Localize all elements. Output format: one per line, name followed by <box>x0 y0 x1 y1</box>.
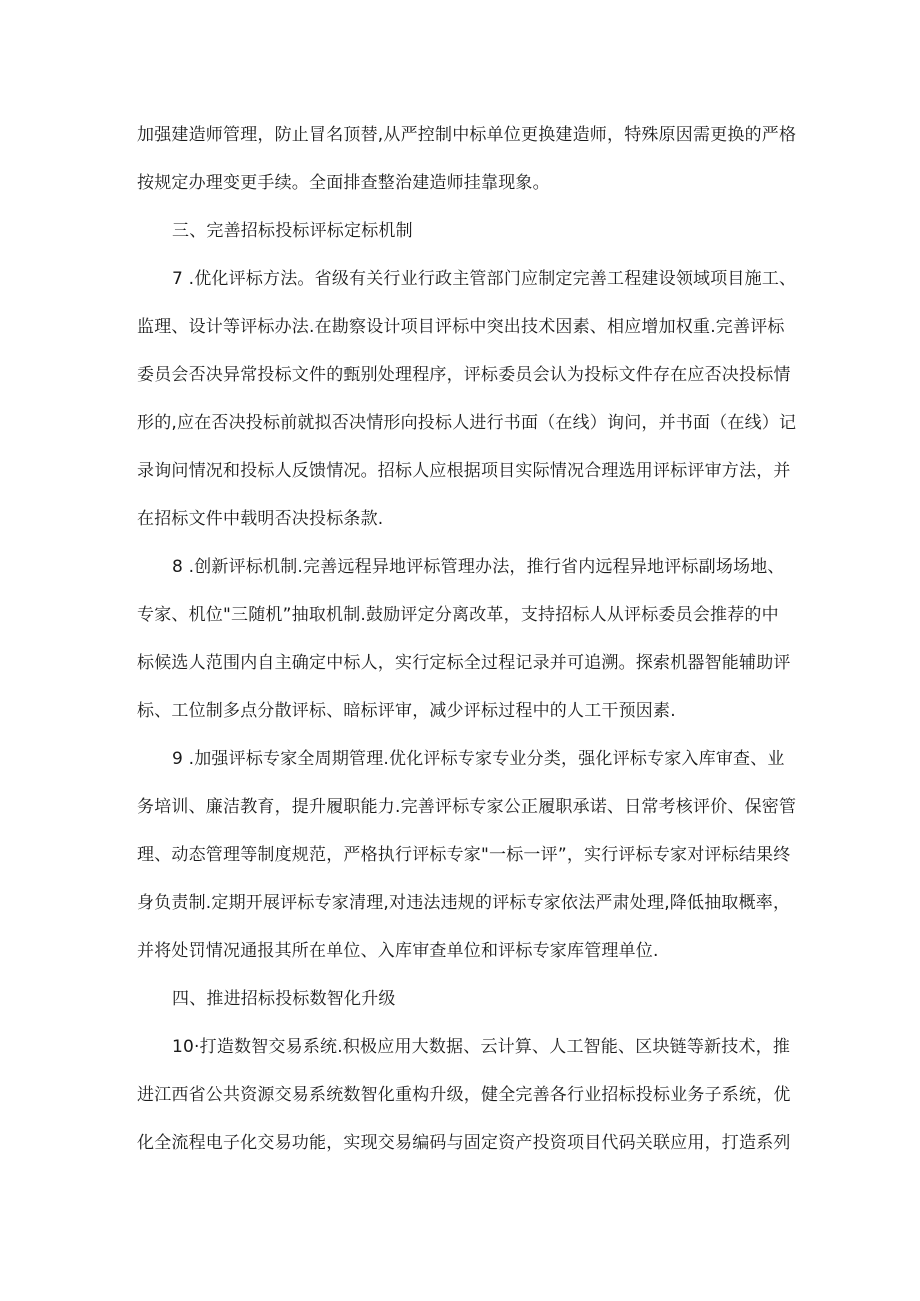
paragraph-line: 理、动态管理等制度规范，严格执行评标专家"一标一评”，实行评标专家对评标结果终 <box>137 845 791 865</box>
section-heading-3: 三、完善招标投标评标定标机制 <box>172 221 413 241</box>
paragraph-line: 化全流程电子化交易功能，实现交易编码与固定资产投资项目代码关联应用，打造系列 <box>137 1133 791 1153</box>
paragraph-line: 10·打造数智交易系统.积极应用大数据、云计算、人工智能、区块链等新技术，推 <box>172 1037 791 1057</box>
paragraph-line: 7 .优化评标方法。省级有关行业行政主管部门应制定完善工程建设领域项目施工、 <box>172 269 797 289</box>
paragraph-line: 形的,应在否决投标前就拟否决情形向投标人进行书面（在线）询问，并书面（在线）记 <box>137 413 797 433</box>
paragraph-line: 9 .加强评标专家全周期管理.优化评标专家专业分类，强化评标专家入库审查、业 <box>172 749 785 769</box>
paragraph-line: 录询问情况和投标人反馈情况。招标人应根据项目实际情况合理选用评标评审方法，并 <box>137 461 791 481</box>
paragraph-line: 委员会否决异常投标文件的甄别处理程序，评标委员会认为投标文件存在应否决投标情 <box>137 365 791 385</box>
paragraph-line: 加强建造师管理，防止冒名顶替,从严控制中标单位更换建造师，特殊原因需更换的严格 <box>137 125 797 145</box>
paragraph-line: 8 .创新评标机制.完善远程异地评标管理办法，推行省内远程异地评标副场场地、 <box>172 557 785 577</box>
paragraph-line: 在招标文件中载明否决投标条款. <box>137 509 384 529</box>
section-heading-4: 四、推进招标投标数智化升级 <box>172 989 396 1009</box>
paragraph-line: 标、工位制多点分散评标、暗标评审，减少评标过程中的人工干预因素. <box>137 701 676 721</box>
paragraph-line: 并将处罚情况通报其所在单位、入库审查单位和评标专家库管理单位. <box>137 941 659 961</box>
paragraph-line: 监理、设计等评标办法.在勘察设计项目评标中突出技术因素、相应增加权重.完善评标 <box>137 317 785 337</box>
paragraph-line: 标候选人范围内自主确定中标人，实行定标全过程记录并可追溯。探索机器智能辅助评 <box>137 653 791 673</box>
paragraph-line: 进江西省公共资源交易系统数智化重构升级，健全完善各行业招标投标业务子系统，优 <box>137 1085 791 1105</box>
paragraph-line: 身负责制.定期开展评标专家清理,对违法违规的评标专家依法严肃处理,降低抽取概率， <box>137 893 791 913</box>
paragraph-line: 按规定办理变更手续。全面排查整治建造师挂靠现象。 <box>137 173 550 193</box>
paragraph-line: 专家、机位"三随机”抽取机制.鼓励评定分离改革，支持招标人从评标委员会推荐的中 <box>137 605 779 625</box>
paragraph-line: 务培训、廉洁教育，提升履职能力.完善评标专家公正履职承诺、日常考核评价、保密管 <box>137 797 797 817</box>
